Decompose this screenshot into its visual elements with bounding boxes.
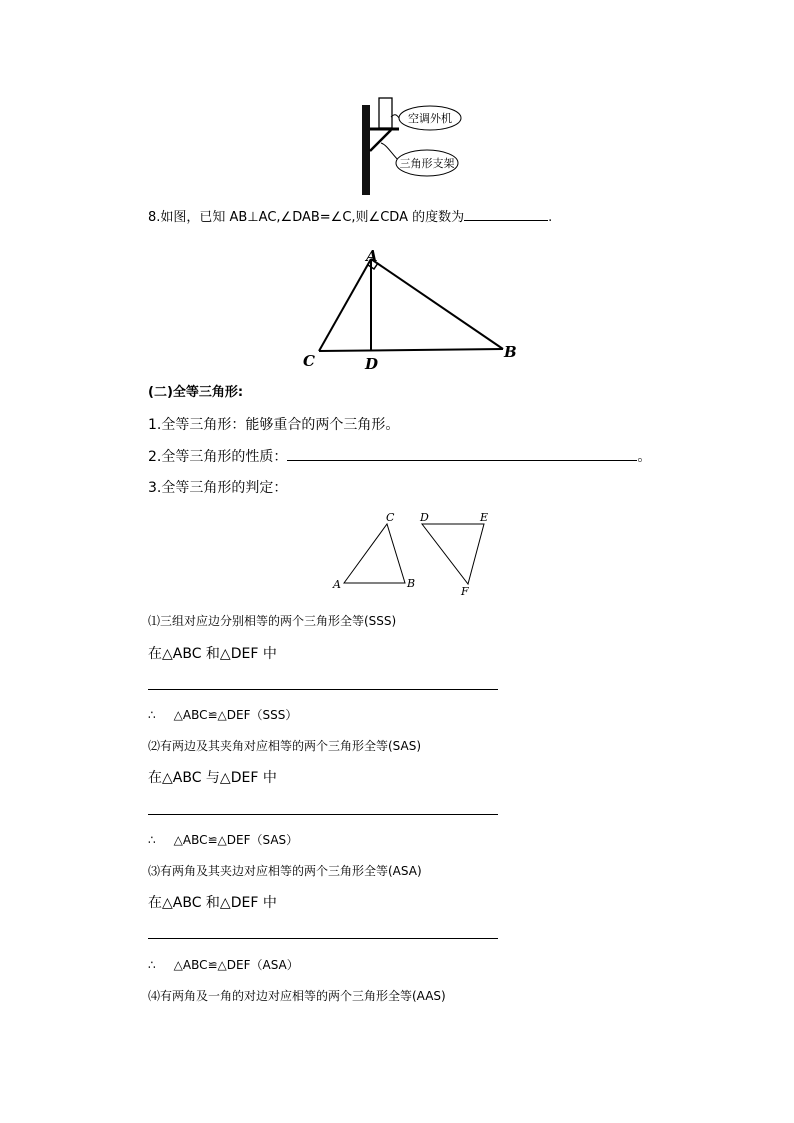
ac-bracket-figure (355, 95, 465, 197)
question-8 (148, 208, 552, 226)
sss-conclusion: △ABC≌△DEF（SSS） (173, 708, 298, 722)
side-ab (371, 259, 503, 349)
item-2-label: 2.全等三角形的性质： (148, 449, 288, 465)
sas-intro: 在△ABC 与△DEF 中 (148, 770, 277, 786)
pair-vertex-f: F (461, 585, 469, 598)
sss-therefore: ∴ (148, 708, 156, 722)
pair-vertex-e: E (480, 511, 489, 524)
vertex-b: B (504, 343, 517, 361)
sas-conclusion-row (148, 833, 298, 848)
triangle-pair-figure (330, 508, 500, 600)
answer-blank-8[interactable] (464, 208, 548, 221)
question-8-text: 8.如图，已知 AB⊥AC,∠DAB=∠C,则∠CDA 的度数为 (148, 210, 465, 225)
sas-answer-line[interactable] (148, 814, 498, 815)
sss-intro: 在△ABC 和△DEF 中 (148, 646, 277, 662)
asa-conclusion-row (148, 958, 299, 973)
triangle-def (422, 524, 484, 584)
side-ca (319, 259, 371, 351)
triangle-abc-figure (290, 242, 530, 377)
sas-therefore: ∴ (148, 833, 156, 847)
sss-answer-line[interactable] (148, 689, 498, 690)
answer-blank-properties[interactable] (287, 448, 637, 461)
wall (362, 105, 370, 195)
label-bracket: 三角形支架 (399, 157, 455, 170)
pair-vertex-b: B (407, 577, 416, 590)
item-3-criteria: 3.全等三角形的判定： (148, 480, 288, 496)
section-heading: (二)全等三角形: (148, 385, 244, 400)
sas-conclusion: △ABC≌△DEF（SAS） (173, 833, 299, 847)
pair-vertex-a: A (333, 578, 341, 591)
question-8-end: . (548, 210, 553, 225)
triangle-abc (344, 524, 405, 583)
vertex-a: A (366, 247, 378, 265)
aas-title: ⑷有两角及一角的对边对应相等的两个三角形全等(AAS) (148, 989, 446, 1003)
ac-unit-box (379, 98, 392, 128)
sas-title: ⑵有两边及其夹角对应相等的两个三角形全等(SAS) (148, 739, 422, 753)
vertex-c: C (303, 352, 315, 370)
callout-pointer-2 (381, 143, 399, 161)
asa-intro: 在△ABC 和△DEF 中 (148, 895, 277, 911)
asa-conclusion: △ABC≌△DEF（ASA） (173, 958, 299, 972)
item-2-end: 。 (637, 449, 652, 465)
sss-title: ⑴三组对应边分别相等的两个三角形全等(SSS) (148, 614, 397, 628)
asa-title: ⑶有两角及其夹边对应相等的两个三角形全等(ASA) (148, 864, 422, 878)
label-ac-unit: 空调外机 (408, 112, 452, 125)
vertex-d: D (365, 355, 379, 373)
sss-conclusion-row (148, 708, 297, 723)
side-cb (319, 349, 503, 351)
pair-vertex-c: C (386, 511, 395, 524)
item-2-properties (148, 448, 651, 466)
asa-answer-line[interactable] (148, 938, 498, 939)
item-1-definition: 1.全等三角形：能够重合的两个三角形。 (148, 417, 400, 433)
asa-therefore: ∴ (148, 958, 156, 972)
pair-vertex-d: D (420, 511, 429, 524)
